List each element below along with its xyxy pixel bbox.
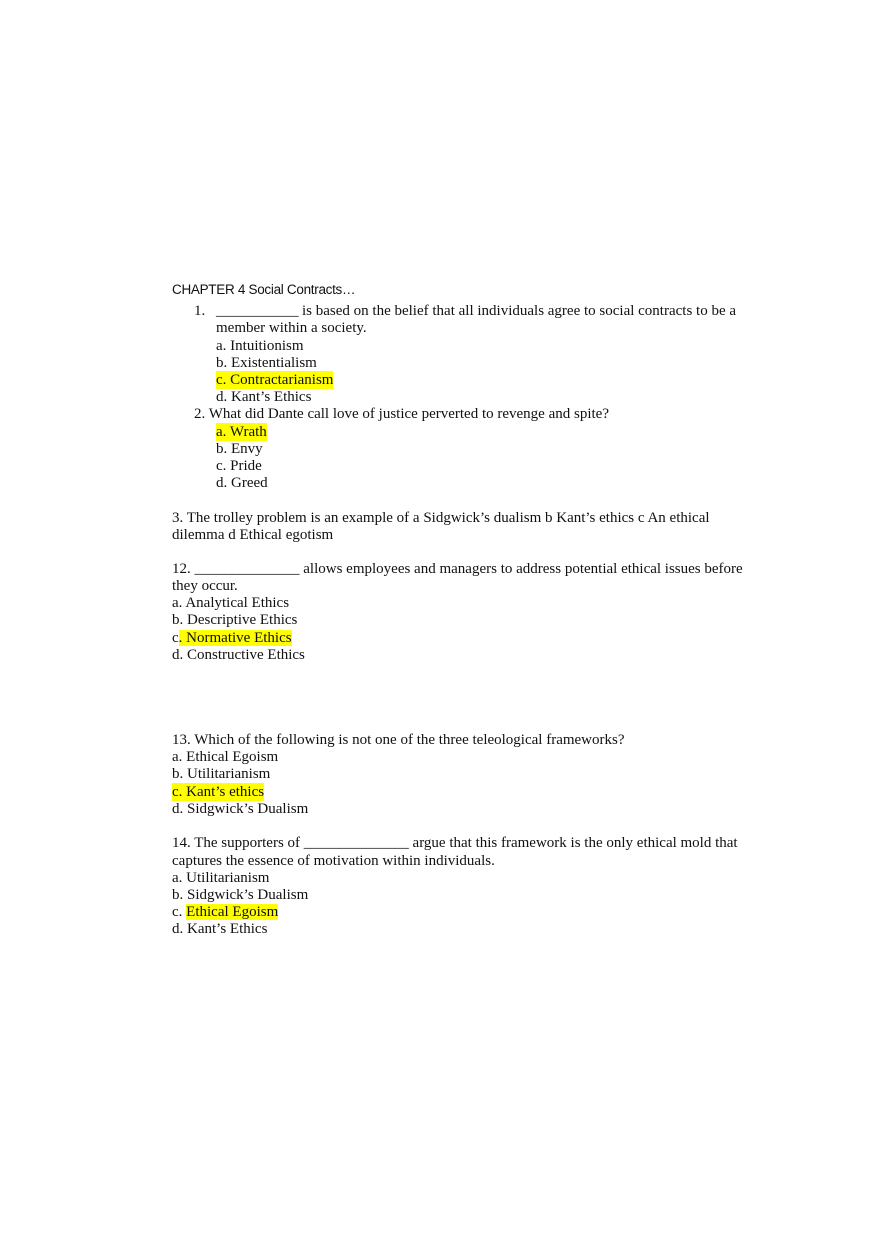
question-text: dilemma d Ethical egotism <box>172 527 334 543</box>
question-text: 3. The trolley problem is an example of a Sidgwick’s dualism b Kant’s ethics c An ethical <box>172 510 710 526</box>
option-b: b. Sidgwick’s Dualism <box>172 887 309 903</box>
option-d: d. Kant’s Ethics <box>172 921 268 937</box>
option-d: d. Kant’s Ethics <box>216 389 312 405</box>
option-text-highlighted: . Normative Ethics <box>178 630 292 646</box>
option-text-highlighted: Ethical Egoism <box>186 904 279 920</box>
option-a: a. Intuitionism <box>216 338 304 354</box>
question-text: is based on the belief that all individuals agree to social contracts to be a <box>302 303 737 319</box>
option-c-highlighted: c. Contractarianism <box>216 372 334 388</box>
question-text: 2. What did Dante call love of justice perverted to revenge and spite? <box>194 406 609 422</box>
question-text: 13. Which of the following is not one of the three teleological frameworks? <box>172 732 625 748</box>
option-letter: c. <box>172 904 187 920</box>
option-letter: c <box>172 630 179 646</box>
chapter-title: CHAPTER 4 Social Contracts… <box>172 282 356 297</box>
option-a: a. Utilitarianism <box>172 870 270 886</box>
question-text: 14. The supporters of ______________ argue that this framework is the only ethical mold that <box>172 835 738 851</box>
answer-blank: ___________ <box>216 303 299 319</box>
option-d: d. Constructive Ethics <box>172 647 305 663</box>
option-c <box>172 629 292 647</box>
option-a: a. Analytical Ethics <box>172 595 290 611</box>
option-b: b. Descriptive Ethics <box>172 612 298 628</box>
question-text: 12. ______________ allows employees and managers to address potential ethical issues before <box>172 561 743 577</box>
question-number: 1. <box>194 303 206 319</box>
question-text: member within a society. <box>216 320 367 336</box>
option-c-highlighted: c. Kant’s ethics <box>172 784 265 800</box>
option-c <box>172 903 278 921</box>
option-d: d. Greed <box>216 475 268 491</box>
option-d: d. Sidgwick’s Dualism <box>172 801 309 817</box>
option-b: b. Utilitarianism <box>172 766 271 782</box>
question-text: captures the essence of motivation within individuals. <box>172 853 495 869</box>
option-b: b. Envy <box>216 441 263 457</box>
option-a: a. Ethical Egoism <box>172 749 279 765</box>
question-text: they occur. <box>172 578 238 594</box>
option-c: c. Pride <box>216 458 262 474</box>
option-a-highlighted: a. Wrath <box>216 424 267 440</box>
option-b: b. Existentialism <box>216 355 317 371</box>
